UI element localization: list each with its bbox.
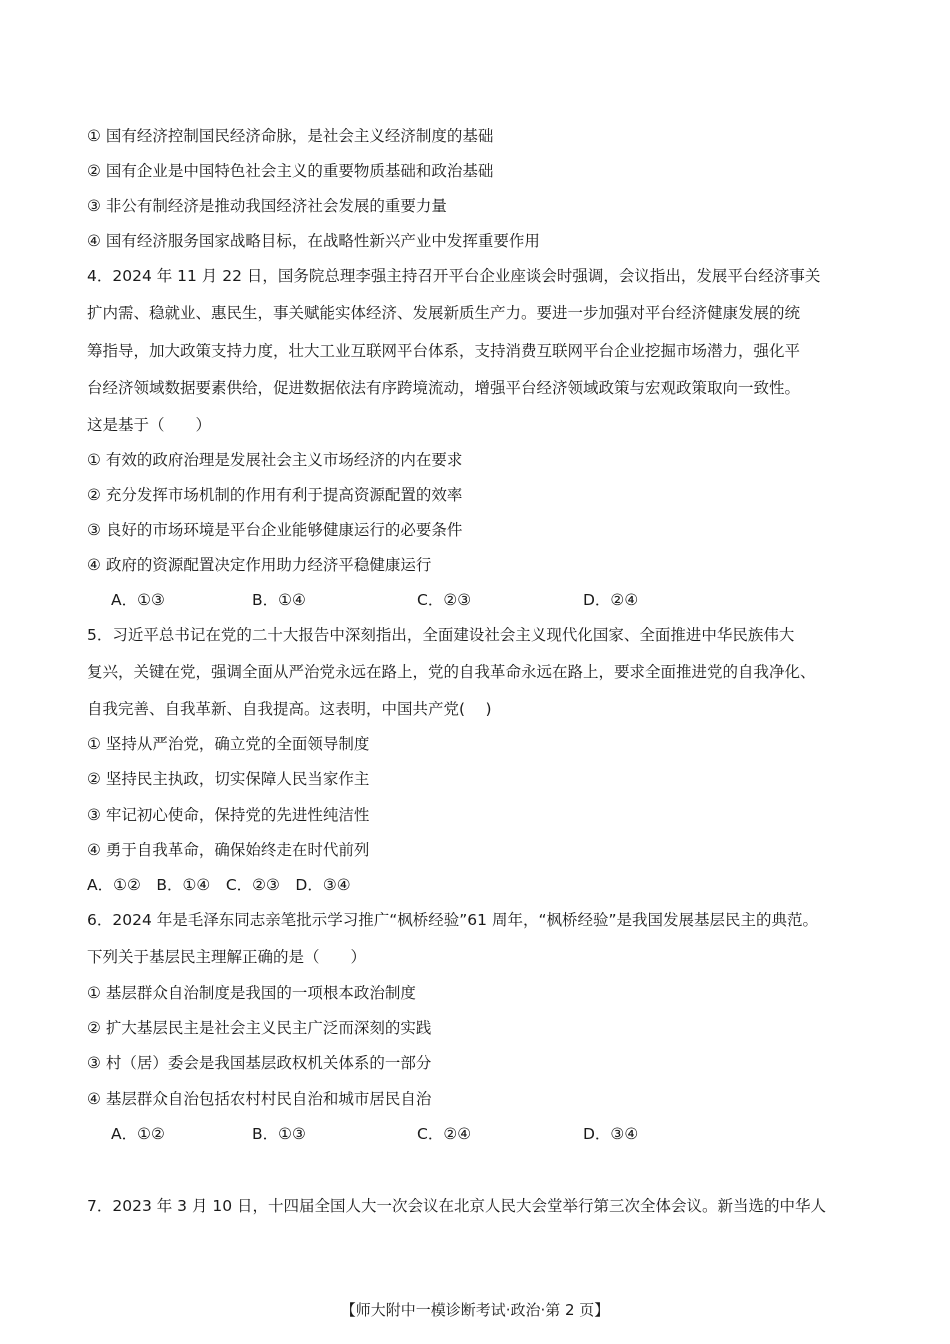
q4-stem-line-1: 4．2024 年 11 月 22 日，国务院总理李强主持召开平台企业座谈会时强调，会议指出，发展平台经济事关 [87,267,821,285]
q5-stem-line-1: 5．习近平总书记在党的二十大报告中深刻指出，全面建设社会主义现代化国家、全面推进中华民族伟大 [87,626,795,644]
q6-option-b: B．①③ [252,1125,306,1143]
q7-stem-line-1: 7．2023 年 3 月 10 日，十四届全国人大一次会议在北京人民大会堂举行第三次全体会议。新当选的中华人 [87,1197,827,1215]
page-footer: 【师大附中一模诊断考试·政治·第 2 页】 [340,1301,610,1319]
q3-item-3: ③ 非公有制经济是推动我国经济社会发展的重要力量 [87,197,447,215]
q6-item-2: ② 扩大基层民主是社会主义民主广泛而深刻的实践 [87,1019,432,1037]
q5-stem-line-3: 自我完善、自我革新、自我提高。这表明，中国共产党( ) [87,700,492,718]
q5-item-3: ③ 牢记初心使命，保持党的先进性纯洁性 [87,806,370,824]
q3-item-2: ② 国有企业是中国特色社会主义的重要物质基础和政治基础 [87,162,494,180]
q3-item-1: ① 国有经济控制国民经济命脉，是社会主义经济制度的基础 [87,127,494,145]
q6-item-3: ③ 村（居）委会是我国基层政权机关体系的一部分 [87,1054,432,1072]
q4-item-1: ① 有效的政府治理是发展社会主义市场经济的内在要求 [87,451,463,469]
q4-option-c: C．②③ [417,591,472,609]
q6-stem-line-2: 下列关于基层民主理解正确的是（ ） [87,948,367,966]
q5-options: A．①② B．①④ C．②③ D．③④ [87,876,351,894]
q5-item-1: ① 坚持从严治党，确立党的全面领导制度 [87,735,370,753]
q6-item-1: ① 基层群众自治制度是我国的一项根本政治制度 [87,984,416,1002]
q4-item-4: ④ 政府的资源配置决定作用助力经济平稳健康运行 [87,556,432,574]
q3-item-4: ④ 国有经济服务国家战略目标，在战略性新兴产业中发挥重要作用 [87,232,540,250]
q4-option-b: B．①④ [252,591,306,609]
q5-item-2: ② 坚持民主执政，切实保障人民当家作主 [87,770,370,788]
q6-stem-line-1: 6．2024 年是毛泽东同志亲笔批示学习推广“枫桥经验”61 周年，“枫桥经验”是我国发展基层民主的典范。 [87,911,819,929]
q6-option-c: C．②④ [417,1125,472,1143]
q4-option-d: D．②④ [583,591,639,609]
q5-stem-line-2: 复兴，关键在党，强调全面从严治党永远在路上，党的自我革命永远在路上，要求全面推进党的自我净化、 [87,663,816,681]
q4-option-a: A．①③ [111,591,165,609]
q6-item-4: ④ 基层群众自治包括农村村民自治和城市居民自治 [87,1090,432,1108]
q4-stem-line-4: 台经济领域数据要素供给，促进数据依法有序跨境流动，增强平台经济领域政策与宏观政策取向一致性。 [87,379,801,397]
q4-stem-line-3: 筹指导，加大政策支持力度，壮大工业互联网平台体系，支持消费互联网平台企业挖掘市场潜力，强化平 [87,342,801,360]
q6-option-d: D．③④ [583,1125,639,1143]
q4-stem-line-5: 这是基于（ ） [87,416,212,434]
q4-stem-line-2: 扩内需、稳就业、惠民生，事关赋能实体经济、发展新质生产力。要进一步加强对平台经济健康发展的统 [87,304,801,322]
q4-item-2: ② 充分发挥市场机制的作用有利于提高资源配置的效率 [87,486,463,504]
q4-item-3: ③ 良好的市场环境是平台企业能够健康运行的必要条件 [87,521,463,539]
q5-item-4: ④ 勇于自我革命，确保始终走在时代前列 [87,841,370,859]
q6-option-a: A．①② [111,1125,165,1143]
